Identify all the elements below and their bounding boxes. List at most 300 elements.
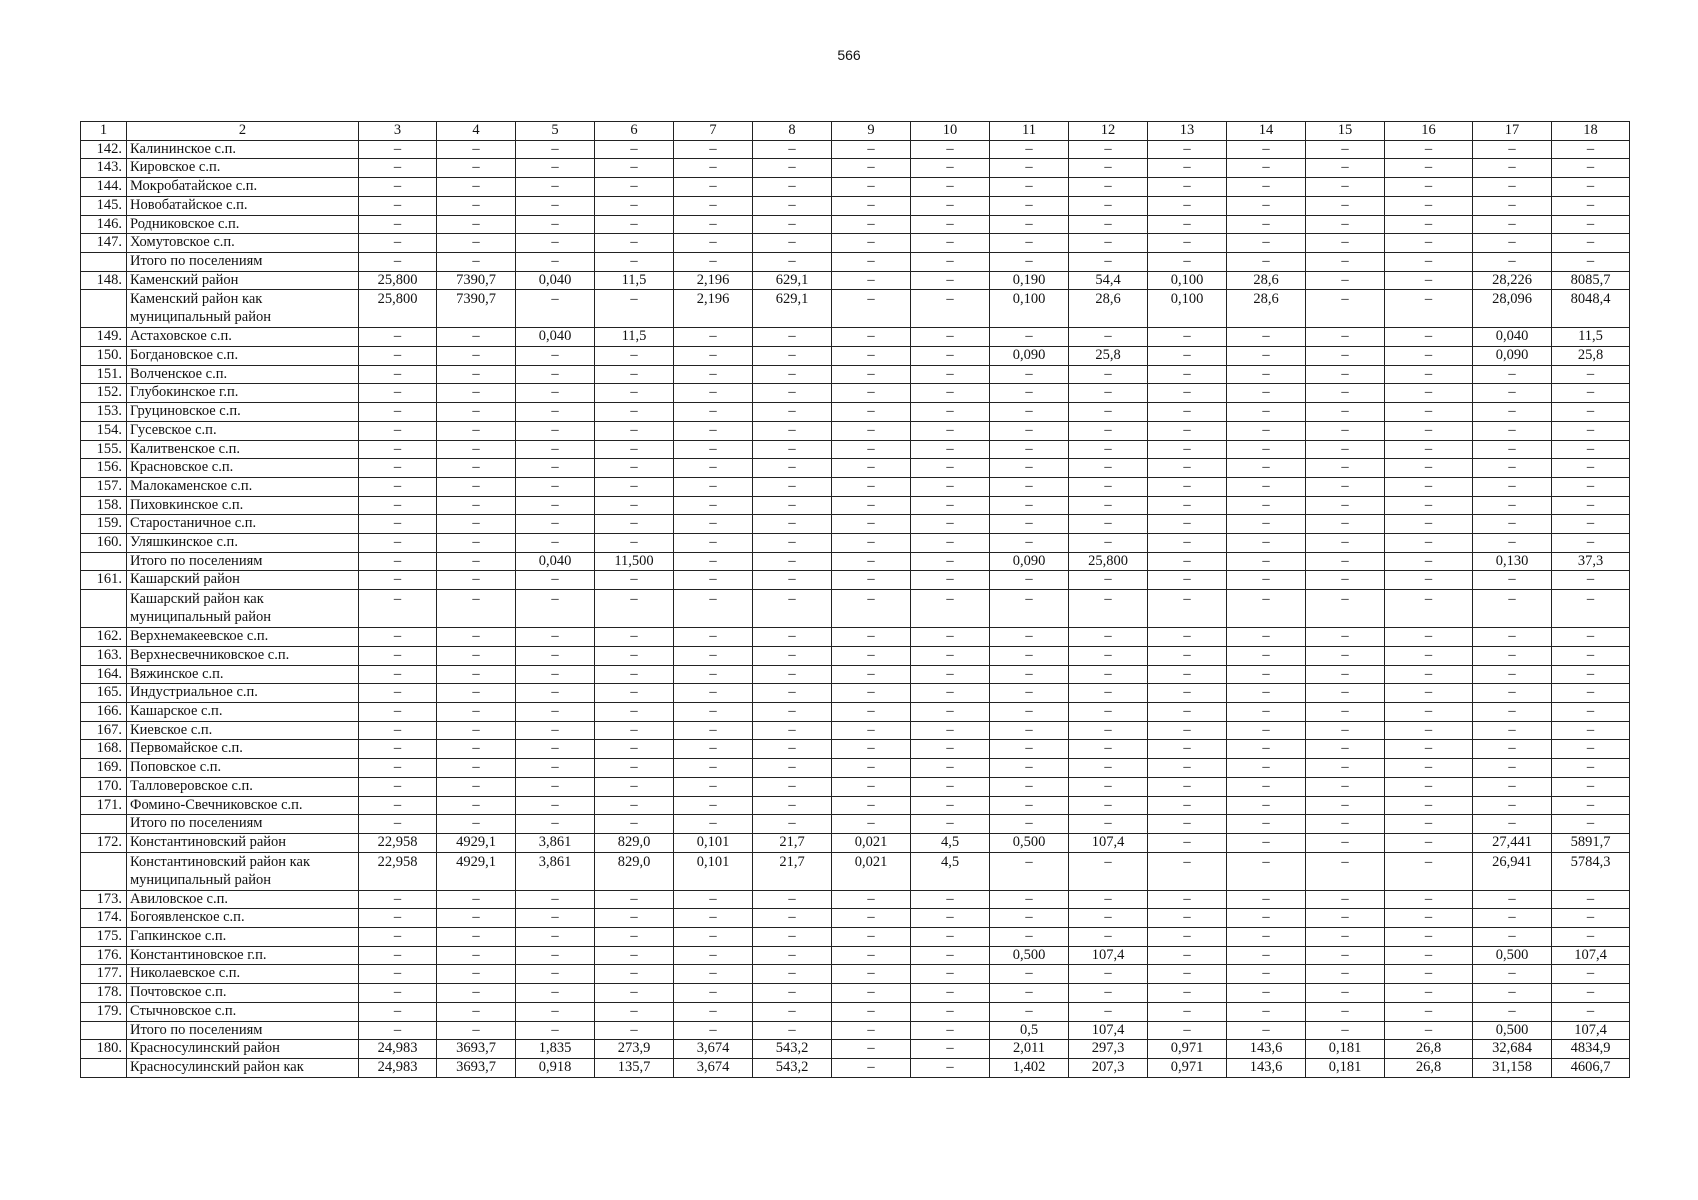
table-cell: – xyxy=(516,159,595,178)
table-cell: 11,5 xyxy=(595,328,674,347)
table-cell: – xyxy=(990,234,1069,253)
table-cell: – xyxy=(1473,815,1552,834)
table-cell: – xyxy=(990,365,1069,384)
table-cell: – xyxy=(911,740,990,759)
table-cell: – xyxy=(911,384,990,403)
table-cell: – xyxy=(359,628,437,647)
table-cell: – xyxy=(1148,252,1227,271)
table-cell: – xyxy=(1473,178,1552,197)
table-cell: – xyxy=(1385,833,1473,852)
row-number: 172. xyxy=(81,833,127,852)
table-cell: – xyxy=(1473,590,1552,628)
table-cell: – xyxy=(1385,347,1473,366)
table-row xyxy=(81,365,1630,384)
table-cell: – xyxy=(1227,740,1306,759)
table-cell: 297,3 xyxy=(1069,1040,1148,1059)
table-cell: – xyxy=(1069,159,1148,178)
table-cell: – xyxy=(516,571,595,590)
table-cell: – xyxy=(595,496,674,515)
table-cell: – xyxy=(437,777,516,796)
table-cell: – xyxy=(753,796,832,815)
table-row xyxy=(81,178,1630,197)
table-cell: – xyxy=(1227,440,1306,459)
table-cell: – xyxy=(437,890,516,909)
table-cell: – xyxy=(1385,1002,1473,1021)
table-cell: 3693,7 xyxy=(437,1058,516,1077)
table-row xyxy=(81,1040,1630,1059)
table-cell: – xyxy=(753,571,832,590)
table-cell: – xyxy=(911,477,990,496)
table-row xyxy=(81,496,1630,515)
table-cell: – xyxy=(832,1040,911,1059)
row-name: Фомино-Свечниковское с.п. xyxy=(127,796,359,815)
row-number: 166. xyxy=(81,702,127,721)
row-number: 150. xyxy=(81,347,127,366)
row-name: Кашарское с.п. xyxy=(127,702,359,721)
table-cell: 0,971 xyxy=(1148,1058,1227,1077)
row-number xyxy=(81,815,127,834)
table-cell: 1,402 xyxy=(990,1058,1069,1077)
table-cell: – xyxy=(1552,496,1630,515)
table-cell: – xyxy=(753,984,832,1003)
table-cell: – xyxy=(595,965,674,984)
column-header: 8 xyxy=(753,122,832,141)
table-cell: – xyxy=(674,984,753,1003)
table-cell: – xyxy=(437,815,516,834)
table-cell: – xyxy=(1227,759,1306,778)
table-cell: – xyxy=(437,702,516,721)
table-cell: – xyxy=(516,684,595,703)
table-row xyxy=(81,403,1630,422)
table-cell: – xyxy=(1306,252,1385,271)
table-cell: – xyxy=(516,234,595,253)
table-cell: – xyxy=(1069,421,1148,440)
row-name: Кировское с.п. xyxy=(127,159,359,178)
row-number: 173. xyxy=(81,890,127,909)
table-cell: 4929,1 xyxy=(437,852,516,890)
table-cell: – xyxy=(832,403,911,422)
table-cell: – xyxy=(1227,365,1306,384)
table-cell: – xyxy=(1306,196,1385,215)
table-cell: – xyxy=(437,403,516,422)
table-cell: – xyxy=(1227,159,1306,178)
table-cell: – xyxy=(1069,571,1148,590)
table-cell: – xyxy=(516,740,595,759)
table-cell: – xyxy=(516,252,595,271)
table-cell: – xyxy=(911,909,990,928)
table-cell: – xyxy=(1552,777,1630,796)
table-cell: – xyxy=(1227,721,1306,740)
table-cell: – xyxy=(674,140,753,159)
table-cell: – xyxy=(1552,215,1630,234)
table-cell: – xyxy=(1306,384,1385,403)
table-cell: – xyxy=(1473,759,1552,778)
table-cell: – xyxy=(911,946,990,965)
column-header: 15 xyxy=(1306,122,1385,141)
table-cell: – xyxy=(832,140,911,159)
table-cell: – xyxy=(911,721,990,740)
table-cell: – xyxy=(674,702,753,721)
table-cell: – xyxy=(1069,534,1148,553)
table-row xyxy=(81,477,1630,496)
table-cell: – xyxy=(832,796,911,815)
row-name: Каменский район xyxy=(127,271,359,290)
table-cell: – xyxy=(595,646,674,665)
table-cell: – xyxy=(1069,702,1148,721)
table-cell: – xyxy=(911,440,990,459)
table-cell: – xyxy=(1552,459,1630,478)
table-cell: – xyxy=(832,702,911,721)
table-cell: – xyxy=(1552,890,1630,909)
table-cell: – xyxy=(1552,571,1630,590)
table-cell: – xyxy=(359,459,437,478)
table-cell: 4,5 xyxy=(911,852,990,890)
row-name: Итого по поселениям xyxy=(127,1021,359,1040)
table-cell: – xyxy=(832,178,911,197)
row-name: Константиновский район xyxy=(127,833,359,852)
table-cell: – xyxy=(1552,252,1630,271)
table-cell: – xyxy=(753,196,832,215)
table-cell: 629,1 xyxy=(753,290,832,328)
table-cell: – xyxy=(1385,534,1473,553)
table-cell: – xyxy=(437,1002,516,1021)
table-cell: – xyxy=(437,928,516,947)
table-cell: – xyxy=(595,815,674,834)
table-cell: – xyxy=(674,628,753,647)
table-cell: 0,040 xyxy=(516,271,595,290)
table-cell: – xyxy=(1385,365,1473,384)
table-cell: – xyxy=(832,365,911,384)
table-cell: – xyxy=(1227,777,1306,796)
table-cell: – xyxy=(990,215,1069,234)
table-cell: – xyxy=(1148,384,1227,403)
table-cell: – xyxy=(1306,571,1385,590)
table-cell: 143,6 xyxy=(1227,1058,1306,1077)
table-cell: – xyxy=(1148,928,1227,947)
table-cell: – xyxy=(1385,890,1473,909)
table-cell: 28,226 xyxy=(1473,271,1552,290)
table-cell: – xyxy=(911,571,990,590)
table-cell: 543,2 xyxy=(753,1058,832,1077)
row-number: 152. xyxy=(81,384,127,403)
table-cell: – xyxy=(990,815,1069,834)
table-cell: – xyxy=(1227,909,1306,928)
table-cell: – xyxy=(595,252,674,271)
table-cell: – xyxy=(1227,328,1306,347)
table-row xyxy=(81,646,1630,665)
row-name: Киевское с.п. xyxy=(127,721,359,740)
table-cell: – xyxy=(1552,477,1630,496)
table-cell: – xyxy=(1227,196,1306,215)
table-cell: – xyxy=(595,515,674,534)
table-cell: – xyxy=(1552,815,1630,834)
table-cell: – xyxy=(1069,459,1148,478)
row-number: 164. xyxy=(81,665,127,684)
table-cell: – xyxy=(595,909,674,928)
row-number: 145. xyxy=(81,196,127,215)
table-cell: 0,100 xyxy=(1148,271,1227,290)
table-row xyxy=(81,684,1630,703)
row-number: 148. xyxy=(81,271,127,290)
table-cell: – xyxy=(1473,365,1552,384)
table-row xyxy=(81,159,1630,178)
table-cell: 0,040 xyxy=(516,328,595,347)
table-cell: – xyxy=(1385,909,1473,928)
table-cell: 4606,7 xyxy=(1552,1058,1630,1077)
table-cell: 0,040 xyxy=(516,552,595,571)
row-name: Итого по поселениям xyxy=(127,252,359,271)
table-cell: – xyxy=(674,403,753,422)
table-cell: – xyxy=(516,178,595,197)
row-number: 151. xyxy=(81,365,127,384)
table-cell: – xyxy=(674,571,753,590)
table-cell: 21,7 xyxy=(753,833,832,852)
table-cell: – xyxy=(595,196,674,215)
row-number: 156. xyxy=(81,459,127,478)
table-row xyxy=(81,440,1630,459)
table-cell: – xyxy=(832,496,911,515)
table-cell: – xyxy=(911,421,990,440)
table-cell: – xyxy=(1306,459,1385,478)
table-cell: – xyxy=(1148,215,1227,234)
table-cell: 5891,7 xyxy=(1552,833,1630,852)
table-cell: – xyxy=(437,965,516,984)
table-cell: – xyxy=(753,140,832,159)
table-cell: 107,4 xyxy=(1069,833,1148,852)
table-row xyxy=(81,1021,1630,1040)
table-cell: – xyxy=(1385,928,1473,947)
table-cell: – xyxy=(359,740,437,759)
table-cell: 32,684 xyxy=(1473,1040,1552,1059)
table-cell: – xyxy=(990,909,1069,928)
row-number: 144. xyxy=(81,178,127,197)
table-cell: – xyxy=(1148,665,1227,684)
table-cell: – xyxy=(1069,196,1148,215)
table-cell: – xyxy=(359,403,437,422)
table-cell: – xyxy=(516,759,595,778)
table-cell: – xyxy=(437,684,516,703)
table-cell: – xyxy=(1227,1002,1306,1021)
table-cell: 0,101 xyxy=(674,833,753,852)
column-header: 18 xyxy=(1552,122,1630,141)
row-name: Малокаменское с.п. xyxy=(127,477,359,496)
table-cell: – xyxy=(516,290,595,328)
table-cell: – xyxy=(516,590,595,628)
table-cell: – xyxy=(990,496,1069,515)
table-cell: – xyxy=(832,196,911,215)
table-cell: – xyxy=(674,815,753,834)
table-cell: – xyxy=(516,496,595,515)
table-cell: – xyxy=(990,403,1069,422)
table-cell: 0,090 xyxy=(990,347,1069,366)
table-cell: – xyxy=(832,777,911,796)
table-cell: – xyxy=(359,984,437,1003)
table-cell: – xyxy=(1306,702,1385,721)
table-cell: – xyxy=(1473,777,1552,796)
row-number xyxy=(81,1021,127,1040)
table-cell: – xyxy=(1552,590,1630,628)
table-cell: – xyxy=(437,628,516,647)
table-cell: – xyxy=(595,890,674,909)
table-row xyxy=(81,740,1630,759)
table-cell: – xyxy=(990,684,1069,703)
table-cell: – xyxy=(1069,515,1148,534)
table-cell: – xyxy=(832,571,911,590)
table-cell: – xyxy=(832,1021,911,1040)
table-row xyxy=(81,665,1630,684)
table-row xyxy=(81,946,1630,965)
table-cell: – xyxy=(1552,365,1630,384)
column-header: 2 xyxy=(127,122,359,141)
table-cell: – xyxy=(753,159,832,178)
table-cell: – xyxy=(516,515,595,534)
table-cell: – xyxy=(674,909,753,928)
table-cell: 0,040 xyxy=(1473,328,1552,347)
table-cell: – xyxy=(1069,252,1148,271)
table-cell: – xyxy=(1069,496,1148,515)
table-cell: – xyxy=(753,440,832,459)
table-cell: – xyxy=(753,684,832,703)
table-cell: – xyxy=(359,909,437,928)
table-cell: – xyxy=(1227,965,1306,984)
table-cell: – xyxy=(437,534,516,553)
table-cell: – xyxy=(832,234,911,253)
table-cell: – xyxy=(674,721,753,740)
table-cell: – xyxy=(753,328,832,347)
table-cell: – xyxy=(990,440,1069,459)
table-cell: 0,090 xyxy=(1473,347,1552,366)
table-cell: – xyxy=(437,759,516,778)
table-cell: – xyxy=(595,215,674,234)
table-cell: – xyxy=(1552,665,1630,684)
table-cell: – xyxy=(753,646,832,665)
table-cell: – xyxy=(595,140,674,159)
table-row xyxy=(81,890,1630,909)
table-cell: – xyxy=(1227,384,1306,403)
table-cell: – xyxy=(1385,571,1473,590)
table-cell: – xyxy=(990,928,1069,947)
row-name: Пиховкинское с.п. xyxy=(127,496,359,515)
column-header: 7 xyxy=(674,122,753,141)
table-cell: – xyxy=(1385,946,1473,965)
table-cell: – xyxy=(1069,665,1148,684)
table-cell: – xyxy=(674,1002,753,1021)
table-cell: – xyxy=(359,328,437,347)
table-cell: – xyxy=(911,665,990,684)
table-cell: – xyxy=(1552,684,1630,703)
table-cell: – xyxy=(359,515,437,534)
table-cell: – xyxy=(1306,852,1385,890)
table-cell: – xyxy=(1227,590,1306,628)
table-row xyxy=(81,328,1630,347)
table-row xyxy=(81,234,1630,253)
table-cell: – xyxy=(911,759,990,778)
row-name: Мокробатайское с.п. xyxy=(127,178,359,197)
table-cell: – xyxy=(359,684,437,703)
table-cell: – xyxy=(832,159,911,178)
table-cell: – xyxy=(359,571,437,590)
table-cell: – xyxy=(359,140,437,159)
table-cell: – xyxy=(911,928,990,947)
row-number: 176. xyxy=(81,946,127,965)
table-cell: 25,800 xyxy=(359,290,437,328)
table-cell: – xyxy=(1552,984,1630,1003)
table-cell: 0,130 xyxy=(1473,552,1552,571)
table-cell: – xyxy=(1148,890,1227,909)
table-cell: – xyxy=(437,646,516,665)
table-cell: – xyxy=(1552,721,1630,740)
table-cell: – xyxy=(359,721,437,740)
table-cell: – xyxy=(1473,215,1552,234)
table-cell: – xyxy=(1227,684,1306,703)
table-cell: – xyxy=(990,140,1069,159)
table-row xyxy=(81,984,1630,1003)
table-cell: – xyxy=(516,440,595,459)
table-cell: – xyxy=(1148,796,1227,815)
row-number: 170. xyxy=(81,777,127,796)
table-cell: – xyxy=(753,740,832,759)
table-cell: – xyxy=(359,552,437,571)
table-cell: 0,021 xyxy=(832,852,911,890)
table-cell: – xyxy=(674,159,753,178)
table-cell: – xyxy=(753,721,832,740)
table-cell: 3,674 xyxy=(674,1058,753,1077)
table-cell: – xyxy=(1473,890,1552,909)
table-cell: – xyxy=(911,196,990,215)
column-header: 13 xyxy=(1148,122,1227,141)
table-cell: – xyxy=(1385,196,1473,215)
table-cell: – xyxy=(1385,140,1473,159)
table-cell: 0,100 xyxy=(990,290,1069,328)
table-cell: – xyxy=(1552,628,1630,647)
table-cell: – xyxy=(832,721,911,740)
row-number: 154. xyxy=(81,421,127,440)
table-cell: – xyxy=(674,196,753,215)
table-cell: – xyxy=(516,459,595,478)
data-table xyxy=(80,121,1630,1078)
row-number: 160. xyxy=(81,534,127,553)
page-number: 566 xyxy=(837,47,861,63)
row-number: 169. xyxy=(81,759,127,778)
table-cell: – xyxy=(1385,721,1473,740)
table-cell: – xyxy=(990,890,1069,909)
table-row xyxy=(81,777,1630,796)
table-cell: – xyxy=(1148,946,1227,965)
table-cell: – xyxy=(595,740,674,759)
table-cell: – xyxy=(359,928,437,947)
table-cell: – xyxy=(516,347,595,366)
table-cell: – xyxy=(1069,1002,1148,1021)
row-number: 171. xyxy=(81,796,127,815)
table-cell: – xyxy=(753,815,832,834)
table-row xyxy=(81,515,1630,534)
table-cell: – xyxy=(359,890,437,909)
table-cell: – xyxy=(1385,459,1473,478)
table-cell: – xyxy=(516,965,595,984)
table-cell: – xyxy=(911,684,990,703)
table-cell: – xyxy=(1227,234,1306,253)
table-cell: – xyxy=(1473,909,1552,928)
table-cell: – xyxy=(359,347,437,366)
table-cell: 28,6 xyxy=(1227,290,1306,328)
table-cell: – xyxy=(1148,721,1227,740)
table-cell: – xyxy=(753,552,832,571)
table-cell: – xyxy=(753,252,832,271)
table-cell: 0,500 xyxy=(990,833,1069,852)
table-cell: – xyxy=(990,665,1069,684)
table-cell: 0,090 xyxy=(990,552,1069,571)
table-cell: – xyxy=(911,890,990,909)
